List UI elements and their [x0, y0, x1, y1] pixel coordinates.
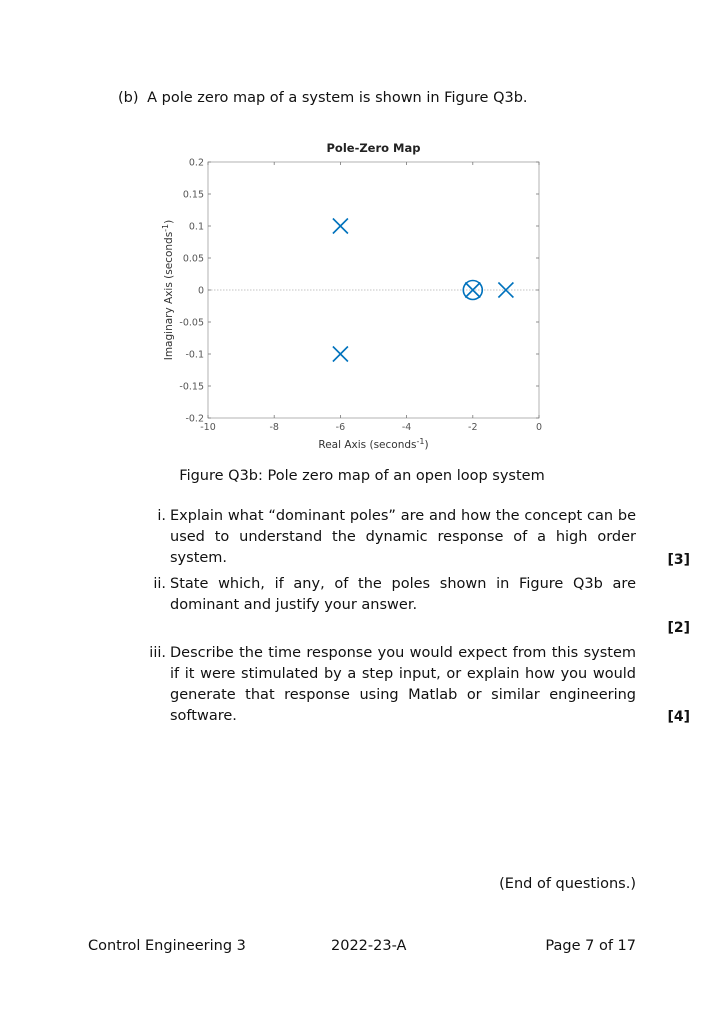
question-item-i	[140, 506, 636, 569]
y-tick-label: 0.2	[188, 157, 204, 169]
pole-marker	[333, 347, 348, 362]
y-tick-label: -0.1	[185, 349, 204, 361]
y-axis-label: Imaginary Axis (seconds$^{-1}$)	[161, 219, 175, 361]
pole-marker	[333, 219, 348, 234]
y-tick-label: -0.2	[185, 413, 204, 425]
question-item-ii	[140, 574, 636, 616]
x-tick-label: -6	[335, 422, 346, 433]
x-tick-label: -10	[200, 422, 216, 433]
x-tick-label: 0	[535, 422, 543, 433]
y-tick-label: 0.15	[182, 189, 204, 201]
footer-page: Page 7 of 17	[545, 938, 636, 954]
pole-zero-figure	[150, 136, 570, 456]
question-label: (b)	[118, 90, 139, 106]
item-number: iii.	[149, 645, 166, 661]
x-axis-label: Real Axis (seconds$^{-1}$)	[318, 437, 429, 451]
question-b	[118, 88, 528, 109]
question-item-iii	[140, 643, 636, 727]
x-tick-label: -8	[269, 422, 279, 433]
question-text: A pole zero map of a system is shown in Figure Q3b.	[147, 90, 528, 106]
y-tick-label: 0.1	[188, 221, 204, 233]
pole-zero-chart	[150, 136, 570, 456]
item-number: ii.	[153, 576, 166, 592]
x-tick-label: -4	[401, 422, 412, 433]
marks-item-ii: [2]	[667, 620, 690, 636]
item-text: Explain what “dominant poles” are and how the concept can be used to understand the dynamic response of a high order system.	[170, 508, 636, 566]
y-tick-label: -0.15	[179, 381, 204, 393]
marks-item-i: [3]	[667, 552, 690, 568]
y-tick-label: 0	[197, 285, 204, 297]
marks-item-iii: [4]	[667, 709, 690, 725]
end-of-questions: (End of questions.)	[499, 876, 636, 892]
item-number: i.	[157, 508, 166, 524]
y-tick-label: -0.05	[179, 317, 204, 329]
footer-course: Control Engineering 3	[88, 938, 246, 954]
item-text: State which, if any, of the poles shown in Figure Q3b are dominant and justify your answer.	[170, 576, 636, 613]
item-text: Describe the time response you would expect from this system if it were stimulated by a step input, or explain how you would generate that response using Matlab or similar engineering software.	[170, 645, 636, 724]
figure-caption: Figure Q3b: Pole zero map of an open loop system	[179, 468, 545, 484]
y-tick-label: 0.05	[182, 253, 204, 265]
chart-title: Pole-Zero Map	[326, 141, 421, 155]
footer-code: 2022-23-A	[331, 938, 407, 954]
x-tick-label: -2	[468, 422, 478, 433]
